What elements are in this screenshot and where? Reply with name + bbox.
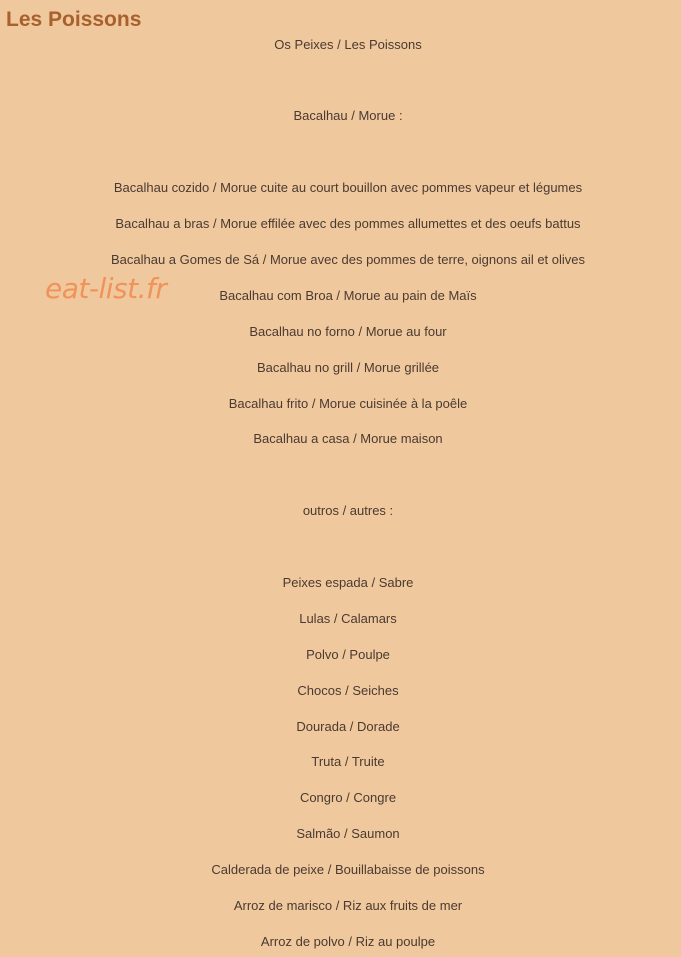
menu-item: Bacalhau a casa / Morue maison bbox=[253, 431, 443, 446]
menu-item: Bacalhau cozido / Morue cuite au court bouillon avec pommes vapeur et légumes bbox=[113, 180, 583, 195]
watermark-logo: eat-list.fr bbox=[45, 272, 167, 305]
menu-item: Salmão / Saumon bbox=[296, 826, 400, 841]
menu-item: Arroz de marisco / Riz aux fruits de mer bbox=[233, 898, 463, 913]
menu-item: Dourada / Dorade bbox=[296, 719, 400, 734]
menu-item: Peixes espada / Sabre bbox=[282, 575, 414, 590]
menu-item: Arroz de polvo / Riz au poulpe bbox=[260, 934, 436, 949]
section-heading-autres: outros / autres : bbox=[302, 503, 394, 518]
page-title: Les Poissons bbox=[6, 8, 142, 31]
menu-item: Polvo / Poulpe bbox=[306, 647, 390, 662]
menu-item: Bacalhau com Broa / Morue au pain de Maïs bbox=[219, 288, 477, 303]
menu-item: Bacalhau no forno / Morue au four bbox=[249, 324, 447, 339]
menu-item: Bacalhau no grill / Morue grillée bbox=[256, 360, 440, 375]
menu-item: Bacalhau a bras / Morue effilée avec des pommes allumettes et des oeufs battus bbox=[115, 216, 581, 231]
menu-item: Congro / Congre bbox=[299, 790, 397, 805]
menu-item: Bacalhau frito / Morue cuisinée à la poêle bbox=[228, 396, 468, 411]
section-heading-bacalhau: Bacalhau / Morue : bbox=[293, 108, 403, 123]
menu-item: Calderada de peixe / Bouillabaisse de poissons bbox=[211, 862, 485, 877]
menu-item: Bacalhau a Gomes de Sá / Morue avec des pommes de terre, oignons ail et olives bbox=[110, 252, 586, 267]
menu-subtitle: Os Peixes / Les Poissons bbox=[274, 37, 422, 52]
menu-item: Lulas / Calamars bbox=[299, 611, 397, 626]
menu-item: Chocos / Seiches bbox=[297, 683, 399, 698]
menu-item: Truta / Truite bbox=[311, 754, 385, 769]
